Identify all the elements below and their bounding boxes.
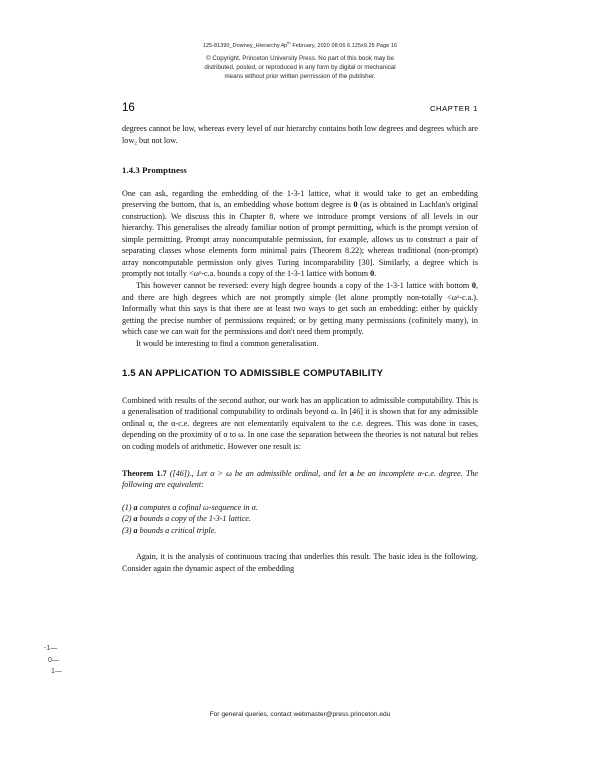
copyright-notice <box>0 54 600 82</box>
paragraph-promptness-2-part-a: This however cannot be reversed: every high degree bounds a copy of the 1-3-1 lattice with bottom <box>136 281 472 291</box>
margin-mark-3: 1— <box>51 668 62 675</box>
item-text-3: bounds a critical triple. <box>137 525 217 535</box>
running-head-prefix: 125-81390_Downey_Hierarchy.4p <box>202 42 288 49</box>
theorem-block <box>122 468 478 491</box>
page-body <box>122 123 478 574</box>
bold-zero-3: 0 <box>471 281 476 291</box>
bold-zero-2: 0 <box>370 269 375 279</box>
section-heading: 1.5 AN APPLICATION TO ADMISSIBLE COMPUTABILITY <box>122 368 384 380</box>
list-item <box>122 502 478 514</box>
margin-marks <box>44 643 62 678</box>
copyright-line-2: distributed, posted, or reproduced in any form by digital or mechanical <box>204 64 396 72</box>
running-head <box>0 40 600 49</box>
subsection-heading: 1.4.3 Promptness <box>122 165 187 176</box>
item-bold-1: a <box>133 502 138 512</box>
item-number-1: (1) <box>122 502 132 512</box>
running-head-suffix: February, 2020 08:06 6.125x9.25 Page 16 <box>290 42 398 49</box>
paragraph-promptness-1-part-a: One can ask, regarding the embedding of the 1-3-1 lattice, what it would take to get an embedding preserving the bottom, that is, an embedding whose bottom degree is <box>122 188 478 210</box>
chapter-label: CHAPTER 1 <box>429 104 478 113</box>
paragraph-promptness-3: It would be interesting to find a common generalisation. <box>136 338 319 348</box>
paragraph-promptness-2-part-b: , and there are high degrees which are not promptly simple (let alone promptly non-totally <ωᵒ-c.a.). Informally what this says is that there are at least two ways to get such an embedding: either by quickly getting the precise number of permissions required; or by getting many permissions (cofinitely many), in which case we can wait for the permissions and don't need them promptly. <box>122 281 478 337</box>
paragraph-promptness-2 <box>122 280 478 338</box>
page-number: 16 <box>122 102 135 114</box>
copyright-line-3: means without prior written permission of the publisher. <box>224 73 376 81</box>
theorem-item-list <box>122 502 478 537</box>
theorem-statement-a: Let α > ω be an admissible ordinal, and let <box>196 468 350 478</box>
theorem-citation: ([46]). <box>169 468 192 478</box>
paragraph-admissible: Combined with results of the second author, our work has an application to admissible computability. This is a generalisation of traditional computability to ordinals beyond ω. In [46] it is shown that for any admissible ordinal α, the α-c.e. degrees are not elementarily equivalent to the c.e. degrees. This was done in cases, depending on the proximity of α to ω. In one case the separation between the theories is not natural but relies on coding models of arithmetic. However one result is: <box>122 395 478 452</box>
item-number-2: (2) <box>122 514 132 524</box>
paragraph-promptness-1-part-b: (as is obtained in Lachlan's original construction). We discuss this in Chapter 8, where we introduce prompt versions of all levels in our hierarchy. This generalises the already familiar notion of prompt permitting, which is the prompt version of simple permitting. Prompt array noncomputable permission, for example, allows us to construct a pair of separating classes whose elements form minimal pairs (Theorem 8.22); whereas traditional (non-prompt) array noncomputable permission only gives Turing incomparability [30]. Similarly, a degree which is promptly not totally <ωᵒ-c.a. bounds a copy of the 1-3-1 lattice with bottom <box>122 200 478 279</box>
margin-mark-1: -1— <box>44 645 58 652</box>
item-text-2: bounds a copy of the 1-3-1 lattice. <box>137 514 251 524</box>
bold-zero-1: 0 <box>353 200 358 210</box>
item-text-1: computes a cofinal ω-sequence in α. <box>137 502 258 512</box>
theorem-bold-a-1: a <box>349 468 354 478</box>
paragraph-final: Again, it is the analysis of continuous tracing that underlies this result. The basic idea is the following. Consider again the dynamic aspect of the embedding <box>122 552 478 573</box>
page-footer: For general queries, contact webmaster@press.princeton.edu <box>209 711 391 718</box>
list-item <box>122 525 478 537</box>
folio-row <box>122 102 478 114</box>
theorem-sep: , <box>191 468 197 478</box>
copyright-line-1: © Copyright, Princeton University Press. No part of this book may be <box>206 55 394 62</box>
margin-mark-2: 0— <box>48 656 59 664</box>
theorem-statement-b: be an incomplete α-c.e. degree. The following are equivalent: <box>122 468 479 490</box>
paragraph-top: degrees cannot be low, whereas every level of our hierarchy contains both low degrees and degrees which are low₂ but not low. <box>122 124 478 145</box>
item-bold-2: a <box>133 514 138 524</box>
list-item <box>122 513 478 525</box>
paragraph-promptness-1 <box>122 188 478 280</box>
theorem-label: Theorem 1.7 <box>122 468 167 478</box>
running-head-superscript: th <box>287 40 291 45</box>
paragraph-promptness-1-part-c: . <box>374 269 377 279</box>
item-bold-3: a <box>133 525 138 535</box>
item-number-3: (3) <box>122 525 132 535</box>
